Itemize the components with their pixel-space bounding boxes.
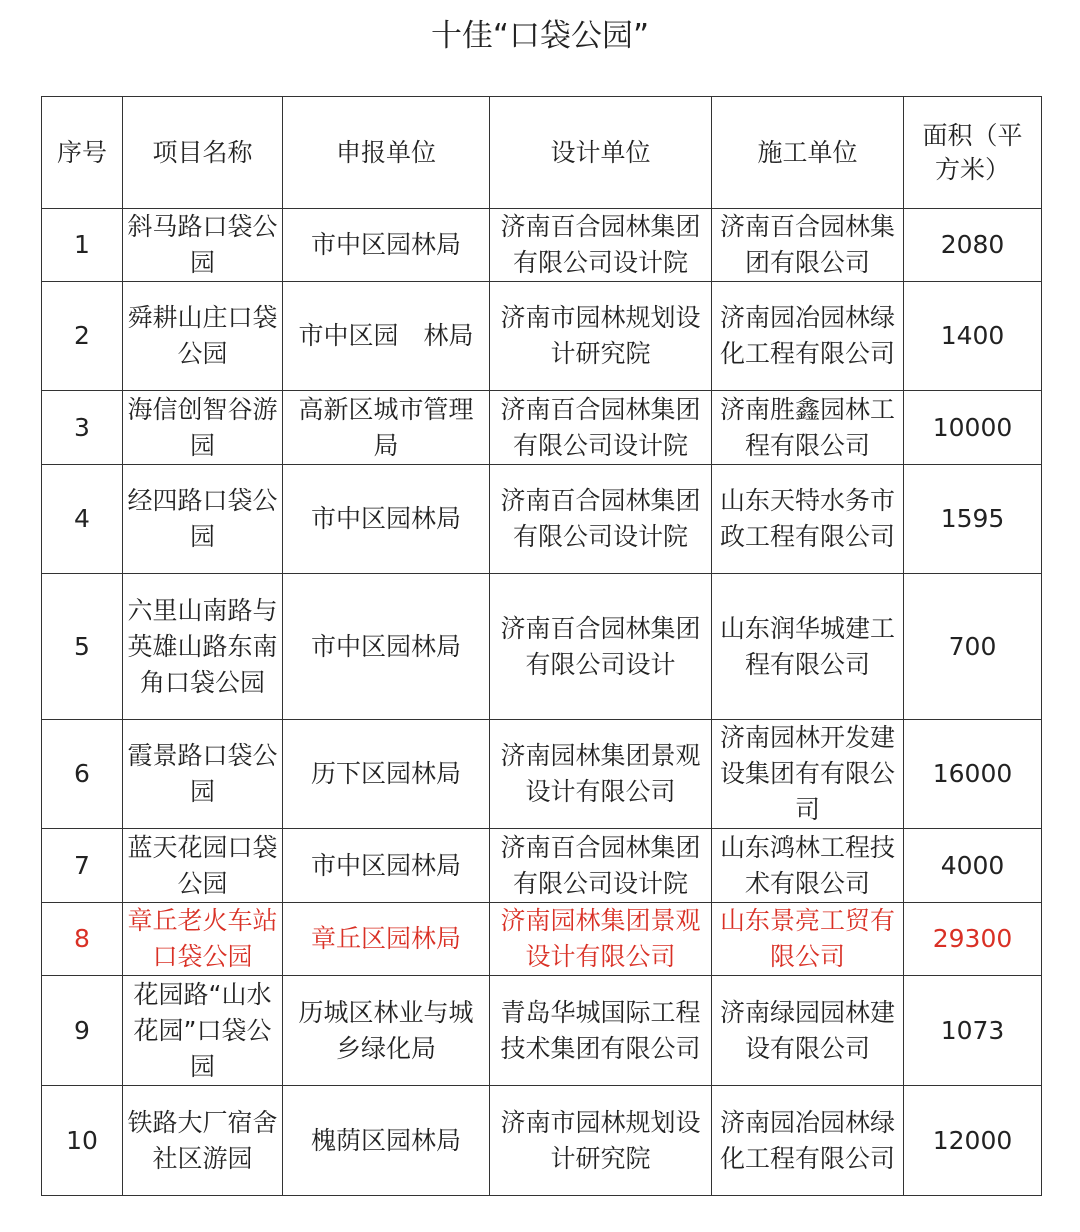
header-no: 序号 xyxy=(42,97,123,209)
cell-area: 1400 xyxy=(904,282,1042,391)
cell-no: 3 xyxy=(42,391,123,465)
cell-builder: 济南绿园园林建设有限公司 xyxy=(712,976,904,1086)
cell-designer: 济南百合园林集团有限公司设计院 xyxy=(490,209,712,282)
cell-name: 经四路口袋公园 xyxy=(123,465,283,574)
table-row xyxy=(42,976,1042,1086)
header-builder: 施工单位 xyxy=(712,97,904,209)
cell-area: 2080 xyxy=(904,209,1042,282)
cell-designer: 济南市园林规划设计研究院 xyxy=(490,1086,712,1196)
table-row xyxy=(42,1086,1042,1196)
table-row xyxy=(42,282,1042,391)
header-area: 面积（平方米） xyxy=(904,97,1042,209)
cell-name: 铁路大厂宿舍社区游园 xyxy=(123,1086,283,1196)
table-row xyxy=(42,391,1042,465)
cell-applicant: 市中区园 林局 xyxy=(283,282,490,391)
table-header-row xyxy=(42,97,1042,209)
cell-applicant: 市中区园林局 xyxy=(283,574,490,720)
cell-name: 六里山南路与英雄山路东南角口袋公园 xyxy=(123,574,283,720)
cell-builder: 济南园林开发建设集团有有限公司 xyxy=(712,720,904,829)
cell-name: 霞景路口袋公园 xyxy=(123,720,283,829)
cell-builder: 济南百合园林集团有限公司 xyxy=(712,209,904,282)
cell-name: 舜耕山庄口袋公园 xyxy=(123,282,283,391)
cell-area: 1073 xyxy=(904,976,1042,1086)
cell-no: 2 xyxy=(42,282,123,391)
cell-area: 16000 xyxy=(904,720,1042,829)
cell-area: 4000 xyxy=(904,829,1042,903)
table-row xyxy=(42,209,1042,282)
cell-no: 1 xyxy=(42,209,123,282)
cell-applicant: 章丘区园林局 xyxy=(283,903,490,976)
cell-designer: 青岛华城国际工程技术集团有限公司 xyxy=(490,976,712,1086)
cell-area: 29300 xyxy=(904,903,1042,976)
cell-designer: 济南市园林规划设计研究院 xyxy=(490,282,712,391)
cell-no: 4 xyxy=(42,465,123,574)
cell-designer: 济南园林集团景观设计有限公司 xyxy=(490,720,712,829)
cell-applicant: 市中区园林局 xyxy=(283,465,490,574)
cell-builder: 济南胜鑫园林工程有限公司 xyxy=(712,391,904,465)
cell-name: 海信创智谷游园 xyxy=(123,391,283,465)
table-row xyxy=(42,829,1042,903)
cell-name: 花园路“山水花园”口袋公园 xyxy=(123,976,283,1086)
cell-area: 12000 xyxy=(904,1086,1042,1196)
header-applicant: 申报单位 xyxy=(283,97,490,209)
cell-designer: 济南百合园林集团有限公司设计院 xyxy=(490,391,712,465)
cell-no: 7 xyxy=(42,829,123,903)
cell-area: 1595 xyxy=(904,465,1042,574)
cell-applicant: 历城区林业与城乡绿化局 xyxy=(283,976,490,1086)
cell-builder: 济南园冶园林绿化工程有限公司 xyxy=(712,282,904,391)
cell-no: 6 xyxy=(42,720,123,829)
header-name: 项目名称 xyxy=(123,97,283,209)
table-row-highlighted xyxy=(42,903,1042,976)
cell-no: 10 xyxy=(42,1086,123,1196)
cell-name: 斜马路口袋公园 xyxy=(123,209,283,282)
table-row xyxy=(42,465,1042,574)
cell-applicant: 市中区园林局 xyxy=(283,209,490,282)
cell-builder: 山东天特水务市政工程有限公司 xyxy=(712,465,904,574)
cell-builder: 山东润华城建工程有限公司 xyxy=(712,574,904,720)
table-row xyxy=(42,574,1042,720)
cell-no: 8 xyxy=(42,903,123,976)
cell-applicant: 历下区园林局 xyxy=(283,720,490,829)
cell-builder: 济南园冶园林绿化工程有限公司 xyxy=(712,1086,904,1196)
cell-designer: 济南百合园林集团有限公司设计院 xyxy=(490,465,712,574)
cell-no: 5 xyxy=(42,574,123,720)
cell-applicant: 高新区城市管理局 xyxy=(283,391,490,465)
parks-table xyxy=(41,96,1042,1196)
header-designer: 设计单位 xyxy=(490,97,712,209)
cell-name: 蓝天花园口袋公园 xyxy=(123,829,283,903)
cell-builder: 山东鸿林工程技术有限公司 xyxy=(712,829,904,903)
cell-no: 9 xyxy=(42,976,123,1086)
cell-builder: 山东景亮工贸有限公司 xyxy=(712,903,904,976)
cell-designer: 济南百合园林集团有限公司设计院 xyxy=(490,829,712,903)
cell-designer: 济南园林集团景观设计有限公司 xyxy=(490,903,712,976)
page-title: 十佳“口袋公园” xyxy=(430,18,650,54)
cell-applicant: 槐荫区园林局 xyxy=(283,1086,490,1196)
cell-name: 章丘老火车站口袋公园 xyxy=(123,903,283,976)
cell-applicant: 市中区园林局 xyxy=(283,829,490,903)
cell-designer: 济南百合园林集团有限公司设计 xyxy=(490,574,712,720)
table-row xyxy=(42,720,1042,829)
cell-area: 700 xyxy=(904,574,1042,720)
cell-area: 10000 xyxy=(904,391,1042,465)
